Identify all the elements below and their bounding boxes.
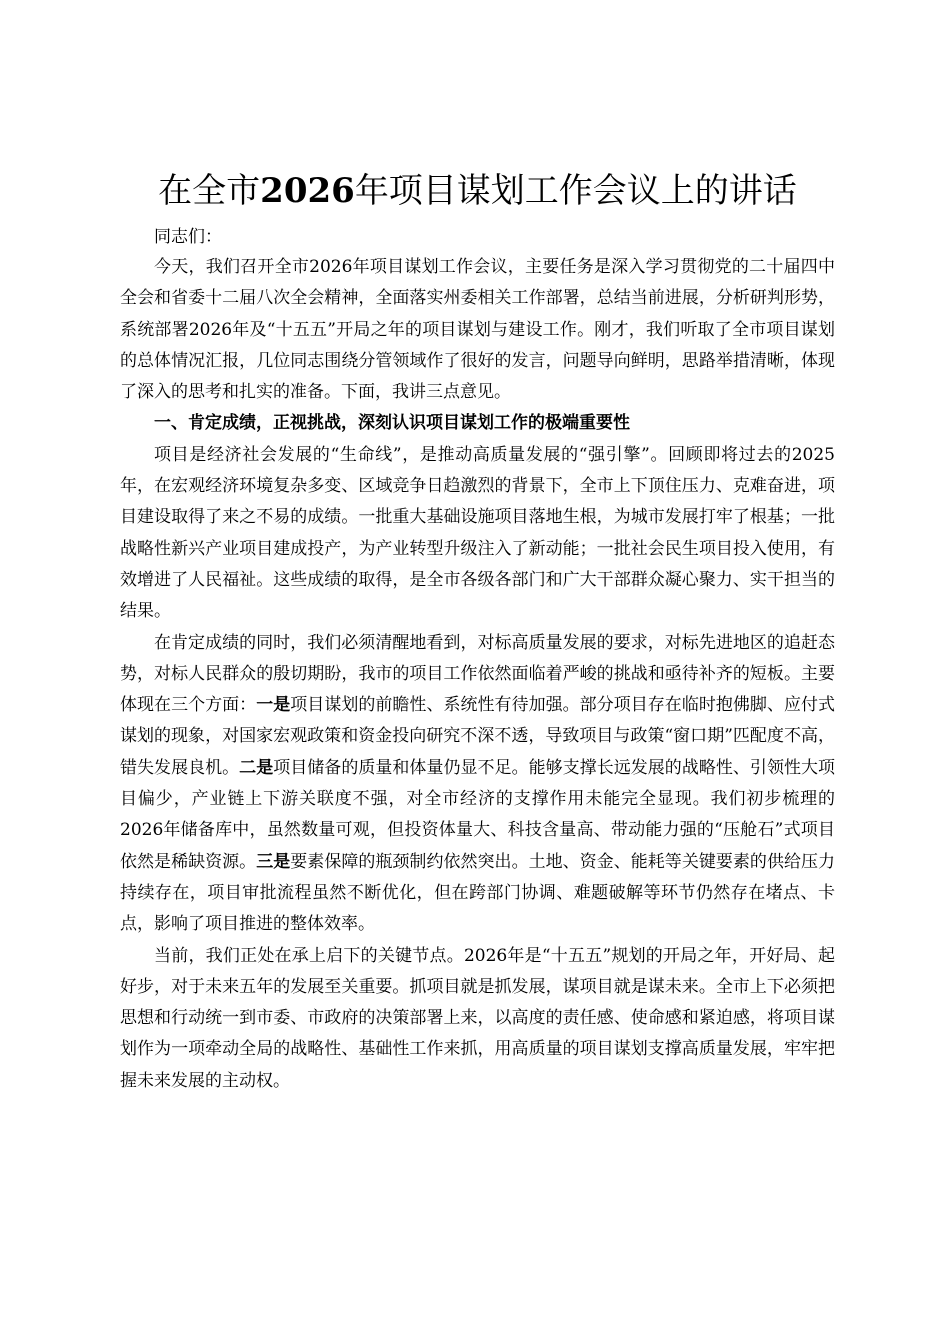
challenges-text-b: 项目谋划的前瞻性、系统性有待加强。部分项目存在临时抱佛脚、应付式谋划的现象，对国家宏观政策和资金投向研究不深不透，导致项目与政策“窗口期”匹配度不高，错失发展良机。 [120,695,836,778]
title-prefix: 在全市 [158,171,261,211]
document-title [120,168,835,214]
paragraph-achievements: 项目是经济社会发展的“生命线”，是推动高质量发展的“强引擎”。回顾即将过去的2025年，在宏观经济环境复杂多变、区域竞争日趋激烈的背景下，全市上下顶住压力、克难奋进，项目建设取得了来之不易的成绩。一批重大基础设施项目落地生根，为城市发展打牢了根基；一批战略性新兴产业项目建成投产，为产业转型升级注入了新动能；一批社会民生项目投入使用，有效增进了人民福祉。这些成绩的取得，是全市各级各部门和广大干部群众凝心聚力、实干担当的结果。 [120,444,835,622]
paragraph-current-situation: 当前，我们正处在承上启下的关键节点。2026年是“十五五”规划的开局之年，开好局、起好步，对于未来五年的发展至关重要。抓项目就是抓发展，谋项目就是谋未来。全市上下必须把思想和行动统一到市委、市政府的决策部署上来，以高度的责任感、使命感和紧迫感，将项目谋划作为一项牵动全局的战略性、基础性工作来抓，用高质量的项目谋划支撑高质量发展，牢牢把握未来发展的主动权。 [120,945,835,1091]
title-year: 2026 [260,171,355,211]
challenge-marker-1: 一是 [256,695,291,716]
document-page [120,168,835,1097]
challenges-text-a: 在肯定成绩的同时，我们必须清醒地看到，对标高质量发展的要求，对标先进地区的追赶态势，对标人民群众的殷切期盼，我市的项目工作依然面临着严峻的挑战和亟待补齐的短板。主要体现在三个方面： [120,632,835,716]
challenge-marker-2: 二是 [239,757,274,778]
paragraph-challenges [120,628,835,941]
salutation: 同志们： [154,227,222,247]
paragraph-intro: 今天，我们召开全市2026年项目谋划工作会议，主要任务是深入学习贯彻党的二十届四中全会和省委十二届八次全会精神，全面落实州委相关工作部署，总结当前进展，分析研判形势，系统部署2026年及“十五五”开局之年的项目谋划与建设工作。刚才，我们听取了全市项目谋划的总体情况汇报，几位同志围绕分管领域作了很好的发言，问题导向鲜明，思路举措清晰，体现了深入的思考和扎实的准备。下面，我讲三点意见。 [120,257,835,403]
section-heading-1: 一、肯定成绩，正视挑战，深刻认识项目谋划工作的极端重要性 [154,413,630,434]
challenge-marker-3: 三是 [256,851,291,872]
challenges-text-c: 项目储备的质量和体量仍显不足。能够支撑长远发展的战略性、引领性大项目偏少，产业链上下游关联度不强，对全市经济的支撑作用未能完全显现。我们初步梳理的2026年储备库中，虽然数量可观，但投资体量大、科技含量高、带动能力强的“压舱石”式项目依然是稀缺资源。 [120,757,836,872]
title-suffix: 年项目谋划工作会议上的讲话 [354,171,797,211]
challenges-text-d: 要素保障的瓶颈制约依然突出。土地、资金、能耗等关键要素的供给压力持续存在，项目审批流程虽然不断优化，但在跨部门协调、难题破解等环节仍然存在堵点、卡点，影响了项目推进的整体效率。 [120,851,836,935]
